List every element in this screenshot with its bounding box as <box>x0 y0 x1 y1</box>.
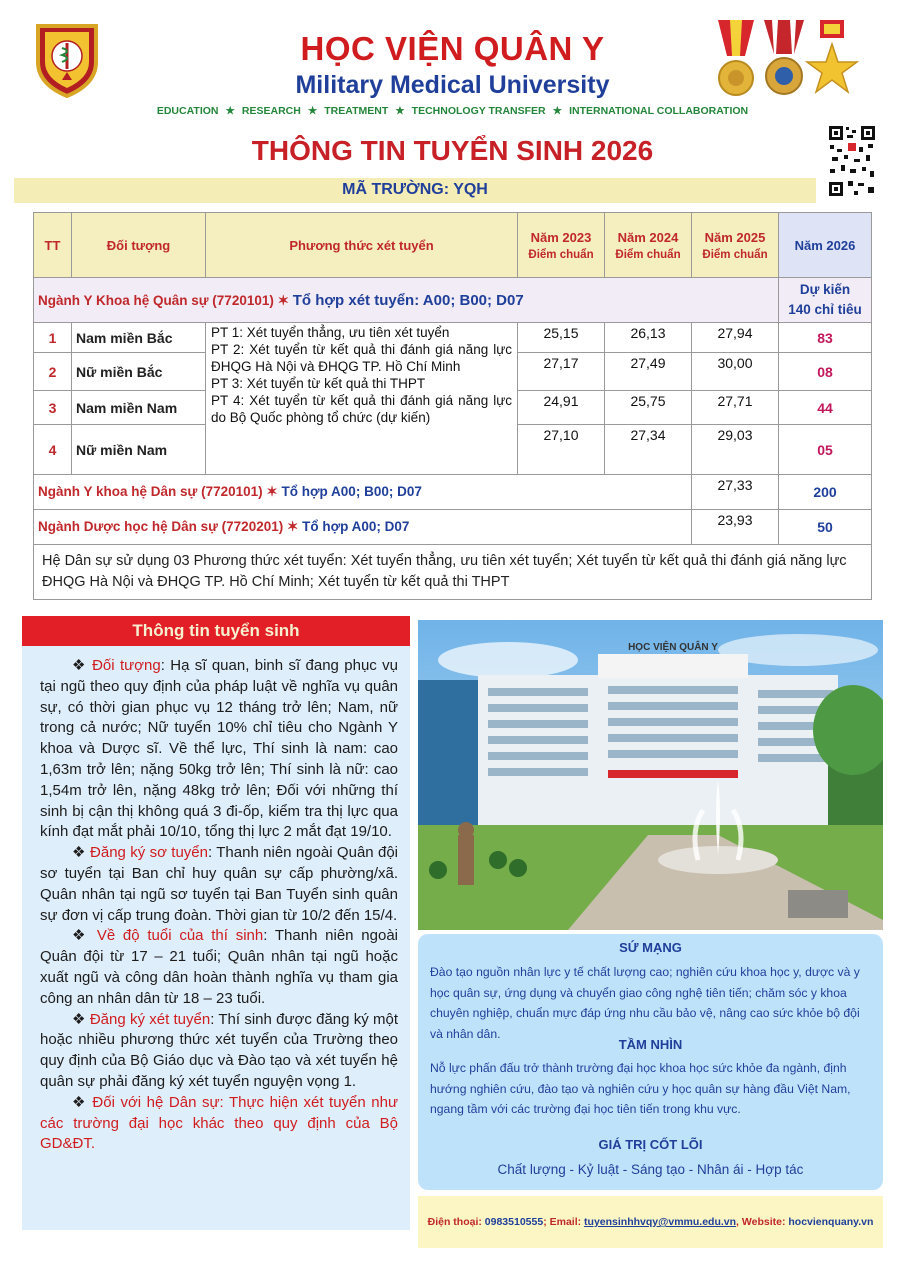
methods-cell <box>206 323 518 475</box>
info-text: : Thí sinh được đăng ký một hoặc nhiều phương thức xét tuyển của Trường theo quy định của Bộ Giáo dục và Đào tạo và xét tuyển hệ quân sự phải đăng ký xét tuyển nguyện vọng 1. <box>40 1010 399 1090</box>
phone-number[interactable]: 0983510555 <box>484 1216 544 1228</box>
info-item <box>40 656 398 843</box>
score-2024: 27,34 <box>605 425 692 475</box>
forecast-quota: Dự kiến 140 chỉ tiêu <box>779 278 872 323</box>
admission-title: THÔNG TIN TUYỂN SINH 2026 <box>251 135 654 166</box>
info-item <box>40 1010 398 1093</box>
quota-2026: 200 <box>779 475 872 510</box>
star-icon: ★ <box>395 105 405 117</box>
civil-medicine-label: Ngành Y khoa hệ Dân sự (7720101) ✶ Tổ hợp A00; B00; D07 <box>34 475 692 510</box>
bullet-icon: ❖ <box>72 927 90 945</box>
header-year-2024 <box>605 213 692 278</box>
bullet-icon: ❖ <box>72 1093 87 1111</box>
civil-pharmacy-label: Ngành Dược học hệ Dân sự (7720201) ✶ Tổ hợp A00; D07 <box>34 510 692 545</box>
bullet-icon: ❖ <box>72 657 87 674</box>
core-values-text: Chất lượng - Kỷ luật - Sáng tạo - Nhân ái - Hợp tác <box>497 1162 804 1177</box>
score-2025: 27,71 <box>692 391 779 425</box>
bullet-icon: ❖ <box>72 1010 86 1028</box>
star-icon: ★ <box>307 105 318 117</box>
contact-line: Điện thoại: 0983510555; Email: tuyensinhhvqy@vmmu.edu.vn, Website: hocvienquany.vn <box>427 1216 874 1228</box>
year-label: Năm 2023 <box>530 229 592 245</box>
mission-text: Đào tạo nguồn nhân lực y tế chất lượng cao; nghiên cứu khoa học y, dược và y học quân sự, ứng dụng và chuyển giao công nghệ tiên tiến; chăm sóc y khoa chuyên nghiệp, chuẩn mực đáp ứng nhu cầu bảo vệ, nâng cao sức khỏe bộ đội và nhân dân. <box>430 965 860 1041</box>
admission-table <box>33 212 871 600</box>
civil-note: Hệ Dân sự sử dụng 03 Phương thức xét tuyển: Xét tuyển thẳng, ưu tiên xét tuyển; Xét tuyển từ kết quả thi đánh giá năng lực ĐHQG Hà Nội và ĐHQG TP. Hồ Chí Minh; Xét tuyển từ kết quả thi THPT <box>34 545 872 600</box>
mission-title: SỨ MẠNG <box>619 940 682 955</box>
score-2024: 27,49 <box>605 353 692 391</box>
info-item <box>40 1093 398 1155</box>
combo-label: Tổ hợp xét tuyển: A00; B00; D07 <box>292 291 524 309</box>
score-2023: 24,91 <box>518 391 605 425</box>
vision-text: Nỗ lực phấn đấu trở thành trường đại học khoa học sức khỏe đa ngành, định hướng nghiên cứu, đào tạo và nghiên cứu y học quân sự hàng đầu Việt Nam, ngang tầm với các trường đại học tiên tiến trong khu vực. <box>430 1061 851 1116</box>
score-2023: 25,15 <box>518 323 605 353</box>
motto-line <box>0 105 905 117</box>
score-2025: 27,94 <box>692 323 779 353</box>
bullet-icon: ❖ <box>72 844 86 862</box>
motto-item: EDUCATION <box>156 105 219 117</box>
info-key: Đối với hệ Dân sự: Thực hiện xét tuyển như các trường đại học khác theo quy định của Bộ GD&ĐT. <box>40 1093 399 1153</box>
header-doi-tuong: Đối tượng <box>72 213 206 278</box>
header-phuong-thuc: Phương thức xét tuyển <box>206 213 518 278</box>
quota-2026: 44 <box>779 391 872 425</box>
header-year-2025 <box>692 213 779 278</box>
school-code: MÃ TRƯỜNG: YQH <box>342 181 488 198</box>
note-row <box>34 545 872 600</box>
vision-title: TẦM NHÌN <box>618 1037 683 1052</box>
diem-chuan-label: Điểm chuẩn <box>528 248 594 261</box>
info-key: Về độ tuổi của thí sinh <box>96 927 264 945</box>
row-tt: 1 <box>34 323 72 353</box>
score-2024: 25,75 <box>605 391 692 425</box>
star-icon: ✶ <box>287 519 299 534</box>
info-item <box>40 926 398 1009</box>
info-key: Đăng ký sơ tuyển <box>90 844 208 862</box>
building-sign: HỌC VIỆN QUÂN Y <box>628 642 718 653</box>
info-text: : Hạ sĩ quan, binh sĩ đang phục vụ tại ngũ theo quy định của pháp luật về nghĩa vụ quân sự, có thời gian phục vụ 12 tháng trở lên; Nam, nữ trong cả nước; Nữ tuyển 10% chỉ tiêu cho Ngành Y khoa và Dược sĩ. Về thể lực, Thí sinh là nam: cao 1,63m trở lên; nặng 50kg trở lên; Thí sinh là nữ: cao 1,54m trở lên, nặng 48kg trở lên; Đối với những thí sinh bị cận thị không quá 3 đi-ốp, kiểm tra thị lực qua kính đạt mắt phải 10/10, tổng thị lực 2 mắt đạt 19/10. <box>40 657 399 841</box>
method-item: PT 1: Xét tuyển thẳng, ưu tiên xét tuyển <box>211 325 450 340</box>
row-doi-tuong: Nam miền Bắc <box>72 323 206 353</box>
method-item: PT 2: Xét tuyển từ kết quả thi đánh giá năng lực ĐHQG Hà Nội và ĐHQG TP. Hồ Chí Minh <box>211 342 512 374</box>
motto-item: INTERNATIONAL COLLABORATION <box>569 105 749 117</box>
year-label: Năm 2025 <box>704 229 766 245</box>
row-tt: 4 <box>34 425 72 475</box>
score-2025: 27,33 <box>692 475 779 510</box>
table-row <box>34 323 872 353</box>
motto-item: TREATMENT <box>324 105 389 117</box>
method-item: PT 4: Xét tuyển từ kết quả thi đánh giá năng lực do Bộ Quốc phòng tổ chức (dự kiến) <box>211 393 512 425</box>
military-group-row <box>34 278 872 323</box>
quota-2026: 83 <box>779 323 872 353</box>
civil-pharmacy-row <box>34 510 872 545</box>
score-2025: 23,93 <box>692 510 779 545</box>
star-icon: ★ <box>552 105 563 117</box>
quota-2026: 05 <box>779 425 872 475</box>
row-tt: 3 <box>34 391 72 425</box>
civil-medicine-row <box>34 475 872 510</box>
row-doi-tuong: Nữ miền Bắc <box>72 353 206 391</box>
info-item <box>40 843 398 926</box>
score-2024: 26,13 <box>605 323 692 353</box>
year-label: Năm 2024 <box>617 229 679 245</box>
motto-item: RESEARCH <box>241 105 301 117</box>
info-key: Đối tượng <box>92 657 161 674</box>
combo-label: Tổ hợp A00; B00; D07 <box>281 484 422 499</box>
star-icon: ✶ <box>277 292 289 308</box>
header-year-2026: Năm 2026 <box>779 213 872 278</box>
table-header-row <box>34 213 872 278</box>
website-link[interactable]: hocvienquany.vn <box>788 1216 874 1228</box>
military-group-label: Ngành Y Khoa hệ Quân sự (7720101) ✶ Tổ hợp xét tuyển: A00; B00; D07 <box>34 278 779 323</box>
academy-name-en: Military Medical University <box>295 71 610 99</box>
row-tt: 2 <box>34 353 72 391</box>
quota-2026: 08 <box>779 353 872 391</box>
score-2023: 27,10 <box>518 425 605 475</box>
info-text: : Thanh niên ngoài Quân đội từ 17 – 21 tuổi; Quân nhân tại ngũ hoặc xuất ngũ và công dân hoàn thành nghĩa vụ tham gia công an nhân dân từ 18 – 23 tuổi. <box>40 927 398 1007</box>
header-year-2023 <box>518 213 605 278</box>
diem-chuan-label: Điểm chuẩn <box>702 248 768 261</box>
info-body <box>40 656 398 1155</box>
diem-chuan-label: Điểm chuẩn <box>615 248 681 261</box>
score-2025: 29,03 <box>692 425 779 475</box>
header-tt: TT <box>34 213 72 278</box>
motto-item: TECHNOLOGY TRANSFER <box>411 105 546 117</box>
info-heading: Thông tin tuyển sinh <box>132 621 300 640</box>
row-doi-tuong: Nữ miền Nam <box>72 425 206 475</box>
info-text: : Thanh niên ngoài Quân đội sơ tuyển tại Ban chỉ huy quân sự cấp phường/xã. Quân nhân tại ngũ sơ tuyển tại Ban Tuyển sinh quân sự đơn vị cấp trung đoàn. Thời gian từ 10/2 đến 15/4. <box>40 844 398 924</box>
star-icon: ★ <box>225 105 235 117</box>
method-item: PT 3: Xét tuyển từ kết quả thi THPT <box>211 376 426 391</box>
campus-photo <box>418 620 883 930</box>
email-link[interactable]: tuyensinhhvqy@vmmu.edu.vn <box>584 1216 737 1228</box>
academy-name-vn: HỌC VIỆN QUÂN Y <box>300 30 605 67</box>
star-icon: ✶ <box>266 484 278 499</box>
quota-2026: 50 <box>779 510 872 545</box>
combo-label: Tổ hợp A00; D07 <box>302 519 410 534</box>
row-doi-tuong: Nam miền Nam <box>72 391 206 425</box>
info-key: Đăng ký xét tuyển <box>89 1010 211 1028</box>
score-2023: 27,17 <box>518 353 605 391</box>
core-values-title: GIÁ TRỊ CỐT LÕI <box>598 1137 703 1152</box>
score-2025: 30,00 <box>692 353 779 391</box>
qr-code[interactable] <box>828 125 876 197</box>
